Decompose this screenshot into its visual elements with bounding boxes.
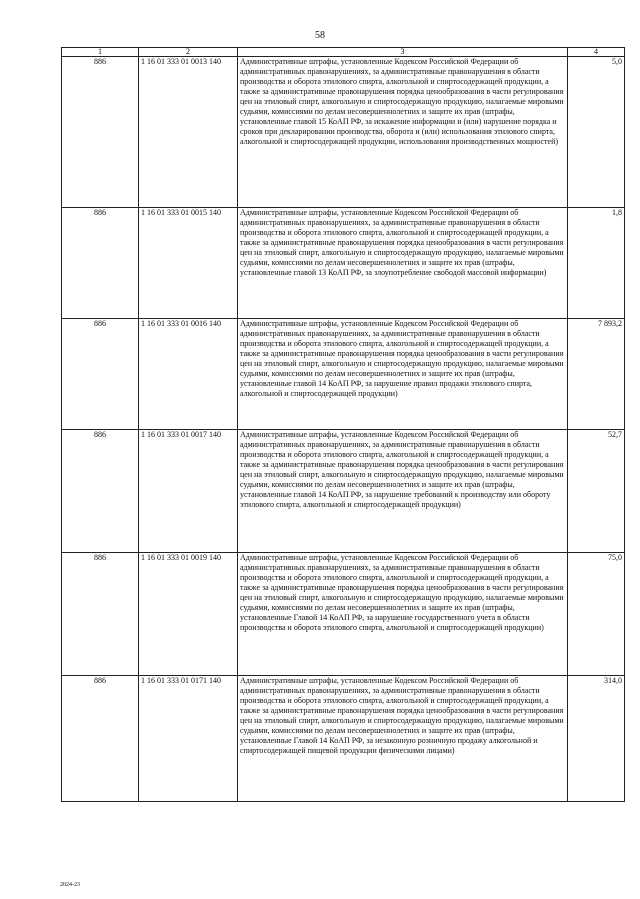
table-row [62,676,625,802]
amount-cell: 7 893,2 [568,319,625,430]
revenue-code-cell: 1 16 01 333 01 0017 140 [139,430,238,553]
table-row [62,430,625,553]
amount-cell: 52,7 [568,430,625,553]
header-col-1: 1 [62,48,139,57]
revenue-code-cell: 1 16 01 333 01 0013 140 [139,57,238,208]
table-row [62,553,625,676]
amount-cell: 75,0 [568,553,625,676]
description-cell: Административные штрафы, установленные Кодексом Российской Федерации об административных правонарушениях, за административные правонарушения в области производства и оборота этилового спирта, алкогольной и спиртосодержащей продукции, а также за административные правонарушения порядка ценообразования в части регулирования цен на этиловый спирт, алкогольную и спиртосодержащую продукцию, налагаемые мировыми судьями, комиссиями по делам несовершеннолетних и защите их прав (штрафы, установленные главой 15 КоАП РФ, за искажение информации и (или) нарушение порядка и сроков при декларировании производства, оборота и (или) использования этилового спирта, алкогольной и спиртосодержащей продукции, использования производственных мощностей) [238,57,568,208]
revenue-table [61,47,625,802]
admin-code-cell: 886 [62,319,139,430]
revenue-code-cell: 1 16 01 333 01 0015 140 [139,208,238,319]
revenue-code-cell: 1 16 01 333 01 0171 140 [139,676,238,802]
admin-code-cell: 886 [62,208,139,319]
admin-code-cell: 886 [62,553,139,676]
table-row [62,57,625,208]
admin-code-cell: 886 [62,676,139,802]
header-col-3: 3 [238,48,568,57]
table-row [62,319,625,430]
description-cell: Административные штрафы, установленные Кодексом Российской Федерации об административных правонарушениях, за административные правонарушения в области производства и оборота этилового спирта, алкогольной и спиртосодержащей продукции, а также за административные правонарушения порядка ценообразования в части регулирования цен на этиловый спирт, алкогольную и спиртосодержащую продукцию, налагаемые мировыми судьями, комиссиями по делам несовершеннолетних и защите их прав (штрафы, установленные главой 14 КоАП РФ, за нарушение правил продажи этилового спирта, алкогольной и спиртосодержащей продукции) [238,319,568,430]
description-cell: Административные штрафы, установленные Кодексом Российской Федерации об административных правонарушениях, за административные правонарушения в области производства и оборота этилового спирта, алкогольной и спиртосодержащей продукции, а также за административные правонарушения порядка ценообразования в части регулирования цен на этиловый спирт, алкогольную и спиртосодержащую продукцию, налагаемые мировыми судьями, комиссиями по делам несовершеннолетних и защите их прав (штрафы, установленные главой 14 КоАП РФ, за нарушение требований к производству или обороту этилового спирта, алкогольной и спиртосодержащей продукции) [238,430,568,553]
revenue-code-cell: 1 16 01 333 01 0019 140 [139,553,238,676]
page-number: 58 [315,30,325,41]
amount-cell: 5,0 [568,57,625,208]
admin-code-cell: 886 [62,57,139,208]
description-cell: Административные штрафы, установленные Кодексом Российской Федерации об административных правонарушениях, за административные правонарушения в области производства и оборота этилового спирта, алкогольной и спиртосодержащей продукции, а также за административные правонарушения порядка ценообразования в части регулирования цен на этиловый спирт, алкогольную и спиртосодержащую продукцию, налагаемые мировыми судьями, комиссиями по делам несовершеннолетних и защите их прав (штрафы, установленные Главой 14 КоАП РФ, за незаконную розничную продажу алкогольной и спиртосодержащей пищевой продукции физическими лицами) [238,676,568,802]
table-row [62,208,625,319]
amount-cell: 1,8 [568,208,625,319]
header-col-2: 2 [139,48,238,57]
description-cell: Административные штрафы, установленные Кодексом Российской Федерации об административных правонарушениях, за административные правонарушения в области производства и оборота этилового спирта, алкогольной и спиртосодержащей продукции, а также за административные правонарушения порядка ценообразования в части регулирования цен на этиловый спирт, алкогольную и спиртосодержащую продукцию, налагаемые мировыми судьями, комиссиями по делам несовершеннолетних и защите их прав (штрафы, установленные главой 13 КоАП РФ, за злоупотребление свободой массовой информации) [238,208,568,319]
amount-cell: 314,0 [568,676,625,802]
footer-document-code: 2024-23 [60,882,80,888]
description-cell: Административные штрафы, установленные Кодексом Российской Федерации об административных правонарушениях, за административные правонарушения в области производства и оборота этилового спирта, алкогольной и спиртосодержащей продукции, а также за административные правонарушения порядка ценообразования в части регулирования цен на этиловый спирт, алкогольную и спиртосодержащую продукцию, налагаемые мировыми судьями, комиссиями по делам несовершеннолетних и защите их прав (штрафы, установленные Главой 14 КоАП РФ, за нарушение государственного учета в области производства и оборота этилового спирта, алкогольной и спиртосодержащей продукции) [238,553,568,676]
header-col-4: 4 [568,48,625,57]
admin-code-cell: 886 [62,430,139,553]
revenue-code-cell: 1 16 01 333 01 0016 140 [139,319,238,430]
table-header-row [62,48,625,57]
